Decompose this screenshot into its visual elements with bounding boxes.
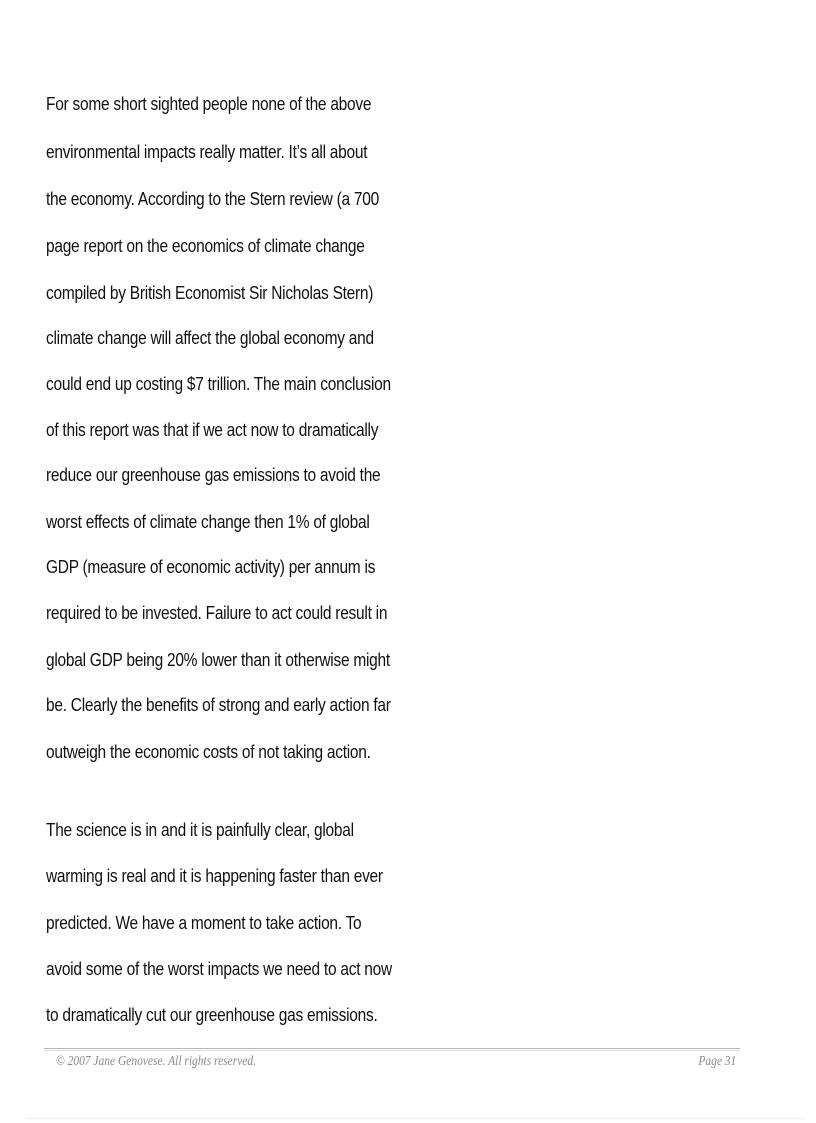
footer-page-number: Page 31: [698, 1054, 736, 1069]
paragraph-2-line-2: warming is real and it is happening faster than ever: [46, 866, 383, 886]
paragraph-1-line-1: For some short sighted people none of the above: [46, 94, 372, 114]
paragraph-1-line-4: page report on the economics of climate change: [46, 236, 365, 256]
paragraph-1-line-3: the economy. According to the Stern review (a 700: [46, 189, 379, 209]
paragraph-1-line-15: outweigh the economic costs of not taking action.: [46, 742, 371, 762]
page-bottom-edge: [28, 1118, 804, 1119]
paragraph-1-line-2: environmental impacts really matter. It’s all about: [46, 142, 368, 162]
paragraph-1-line-9: reduce our greenhouse gas emissions to avoid the: [46, 465, 381, 485]
paragraph-1-line-10: worst effects of climate change then 1% of global: [46, 512, 370, 532]
paragraph-2-line-5: to dramatically cut our greenhouse gas emissions.: [46, 1005, 378, 1025]
paragraph-1-line-13: global GDP being 20% lower than it otherwise might: [46, 650, 390, 670]
paragraph-1-line-8: of this report was that if we act now to dramatically: [46, 420, 379, 440]
footer-divider-shadow: [44, 1050, 740, 1051]
paragraph-1-line-14: be. Clearly the benefits of strong and early action far: [46, 695, 391, 715]
footer-copyright: © 2007 Jane Genovese. All rights reserved.: [56, 1054, 257, 1069]
footer-divider: [44, 1048, 740, 1049]
paragraph-2-line-1: The science is in and it is painfully clear, global: [46, 820, 354, 840]
paragraph-1-line-6: climate change will affect the global economy and: [46, 328, 374, 348]
paragraph-2-line-3: predicted. We have a moment to take action. To: [46, 913, 362, 933]
paragraph-1-line-12: required to be invested. Failure to act could result in: [46, 603, 388, 623]
paragraph-1-line-5: compiled by British Economist Sir Nicholas Stern): [46, 283, 374, 303]
paragraph-1-line-11: GDP (measure of economic activity) per annum is: [46, 557, 376, 577]
paragraph-2-line-4: avoid some of the worst impacts we need to act now: [46, 959, 392, 979]
paragraph-1-line-7: could end up costing $7 trillion. The main conclusion: [46, 374, 391, 394]
